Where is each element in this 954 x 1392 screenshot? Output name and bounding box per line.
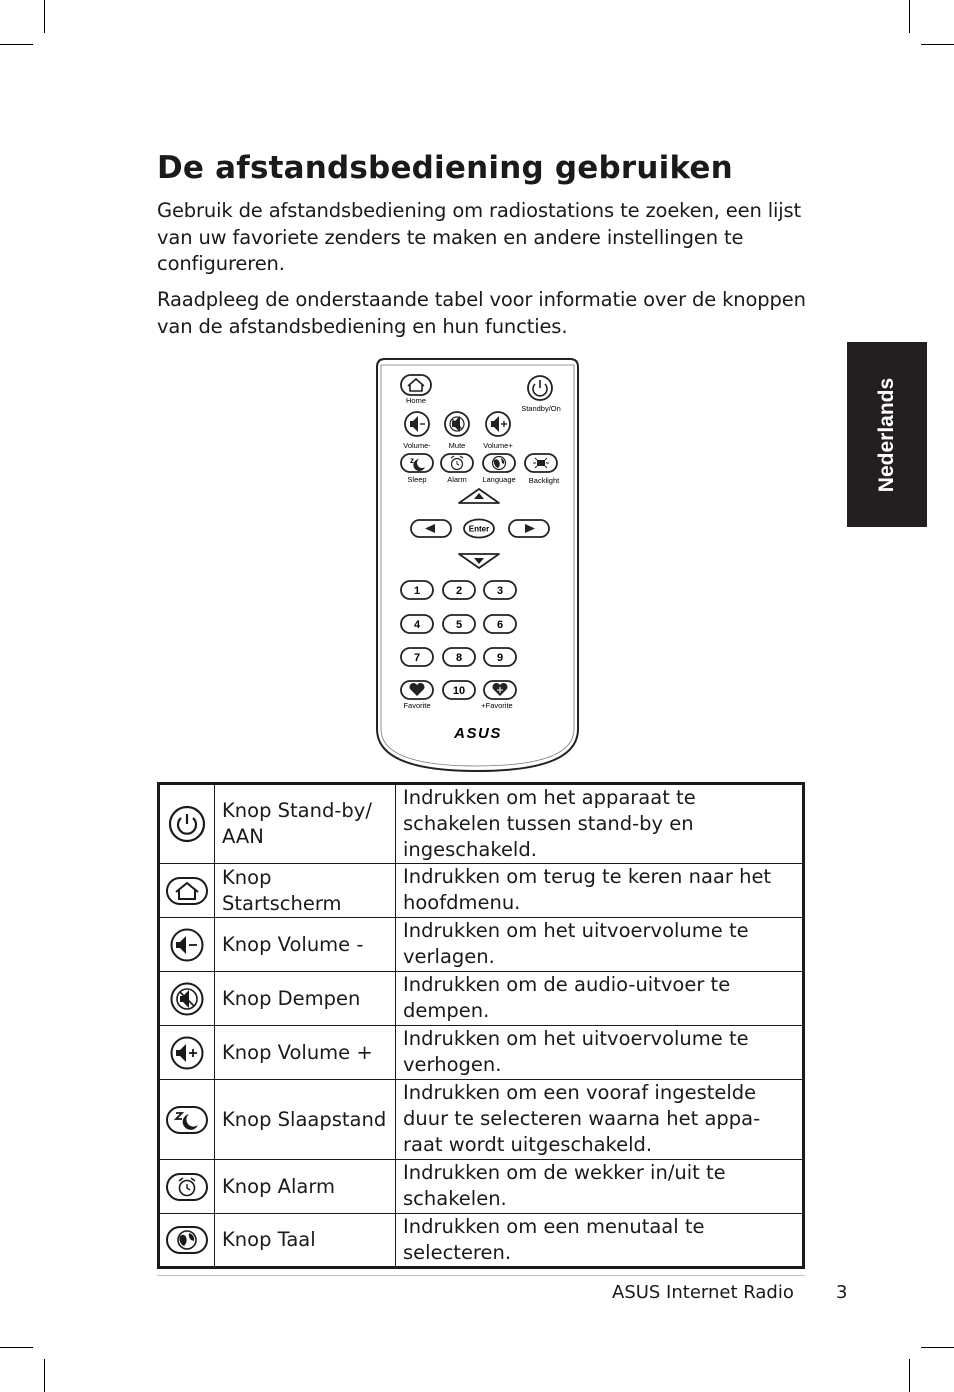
enter-button (464, 520, 494, 538)
button-name: Knop Volume - (215, 918, 396, 972)
standby-label: Standby/On (521, 404, 561, 413)
digit-button-10 (443, 681, 475, 699)
button-description: Indrukken om het apparaat te schakelen tussen stand-by en ingeschakeld. (396, 784, 804, 864)
sleep-button (401, 454, 433, 472)
footer-rule (157, 1275, 805, 1276)
svg-text:1: 1 (413, 585, 421, 597)
svg-text:7: 7 (413, 652, 421, 664)
language-button (483, 454, 515, 472)
table-row (159, 1080, 804, 1160)
digit-button-9 (484, 648, 516, 666)
button-name: Knop Taal (215, 1214, 396, 1268)
asus-logo: ASUS (454, 725, 502, 742)
button-description: Indrukken om een menutaal te selecteren. (396, 1214, 804, 1268)
digit-button-7 (401, 648, 433, 666)
backlight-label: Backlight (528, 476, 560, 485)
volume-down-button (405, 412, 429, 436)
button-description: Indrukken om de wekker in/uit te schakelen. (396, 1160, 804, 1214)
table-row (159, 1026, 804, 1080)
standby-button (528, 376, 552, 400)
home-label: Home (405, 396, 427, 405)
button-name: Knop Volume + (215, 1026, 396, 1080)
button-function-table (157, 782, 805, 1269)
digit-button-8 (443, 648, 475, 666)
alarm-label: Alarm (447, 475, 467, 484)
digit-button-1 (401, 581, 433, 599)
footer-title: ASUS Internet Radio (612, 1282, 794, 1303)
svg-text:z: z (410, 456, 414, 465)
backlight-button (525, 454, 557, 472)
button-description: Indrukken om het uitvoervolume te verlagen. (396, 918, 804, 972)
crop-mark (44, 0, 45, 33)
svg-text:8: 8 (455, 652, 463, 664)
crop-mark (921, 1347, 954, 1348)
add-favorite-label: +Favorite (481, 701, 513, 710)
alarm-icon (165, 1172, 209, 1202)
button-description: Indrukken om de audio-uitvoer te dempen. (396, 972, 804, 1026)
enter-label: Enter (468, 524, 490, 534)
svg-text:10: 10 (452, 685, 466, 697)
sleep-label: Sleep (407, 475, 427, 484)
globe-icon (165, 1225, 209, 1255)
alarm-button (441, 454, 473, 472)
crop-mark (909, 1359, 910, 1392)
button-name: Knop Stand-by/ AAN (215, 784, 396, 864)
volume-up-icon (169, 1035, 205, 1071)
add-favorite-button (484, 681, 516, 699)
crop-mark (0, 1347, 33, 1348)
svg-text:5: 5 (455, 619, 463, 631)
mute-label: Mute (448, 441, 466, 450)
table-row (159, 972, 804, 1026)
language-side-tab (847, 342, 927, 527)
side-tab-label: Nederlands (875, 377, 898, 492)
crop-mark (0, 44, 33, 45)
mute-icon (169, 981, 205, 1017)
crop-mark (909, 0, 910, 33)
table-row (159, 1214, 804, 1268)
table-row (159, 918, 804, 972)
favorite-button (401, 681, 433, 699)
favorite-label: Favorite (403, 701, 431, 710)
button-name: Knop Startscherm (215, 864, 396, 918)
digit-button-6 (484, 615, 516, 633)
power-icon (167, 804, 207, 844)
volume-down-icon (169, 927, 205, 963)
button-description: Indrukken om terug te keren naar het hoofdmenu. (396, 864, 804, 918)
right-button (509, 520, 549, 537)
button-name: Knop Dempen (215, 972, 396, 1026)
button-description: Indrukken om een vooraf ingestelde duur te selecteren waarna het appa-raat wordt uitgeschakeld. (396, 1080, 804, 1160)
table-row (159, 1160, 804, 1214)
reference-paragraph: Raadpleeg de onderstaande tabel voor informatie over de knoppen van de afstandsbediening en hun functies. (157, 288, 806, 338)
svg-text:9: 9 (496, 652, 504, 664)
crop-mark (921, 44, 954, 45)
button-description: Indrukken om het uitvoervolume te verhogen. (396, 1026, 804, 1080)
page-title: De afstandsbediening gebruiken (157, 150, 733, 186)
home-icon (165, 876, 209, 906)
digit-button-5 (443, 615, 475, 633)
table-row (159, 864, 804, 918)
crop-mark (44, 1359, 45, 1392)
home-button (401, 375, 431, 395)
intro-paragraph: Gebruik de afstandsbediening om radiostations te zoeken, een lijst van uw favoriete zenders te maken en andere instellingen te configureren. (157, 199, 802, 275)
sleep-icon (165, 1105, 209, 1135)
svg-text:3: 3 (496, 585, 504, 597)
mute-button (445, 412, 469, 436)
left-button (411, 520, 451, 537)
volume-down-label: Volume- (403, 441, 431, 450)
digit-button-3 (484, 581, 516, 599)
button-name: Knop Slaapstand (215, 1080, 396, 1160)
digit-button-4 (401, 615, 433, 633)
table-row (159, 784, 804, 864)
remote-control-illustration (375, 357, 580, 773)
button-name: Knop Alarm (215, 1160, 396, 1214)
page-number: 3 (836, 1282, 848, 1303)
svg-text:6: 6 (496, 619, 504, 631)
digit-button-2 (443, 581, 475, 599)
language-label: Language (482, 475, 516, 484)
svg-text:2: 2 (455, 585, 463, 597)
volume-up-label: Volume+ (483, 441, 513, 450)
svg-text:4: 4 (413, 619, 421, 631)
volume-up-button (486, 412, 510, 436)
